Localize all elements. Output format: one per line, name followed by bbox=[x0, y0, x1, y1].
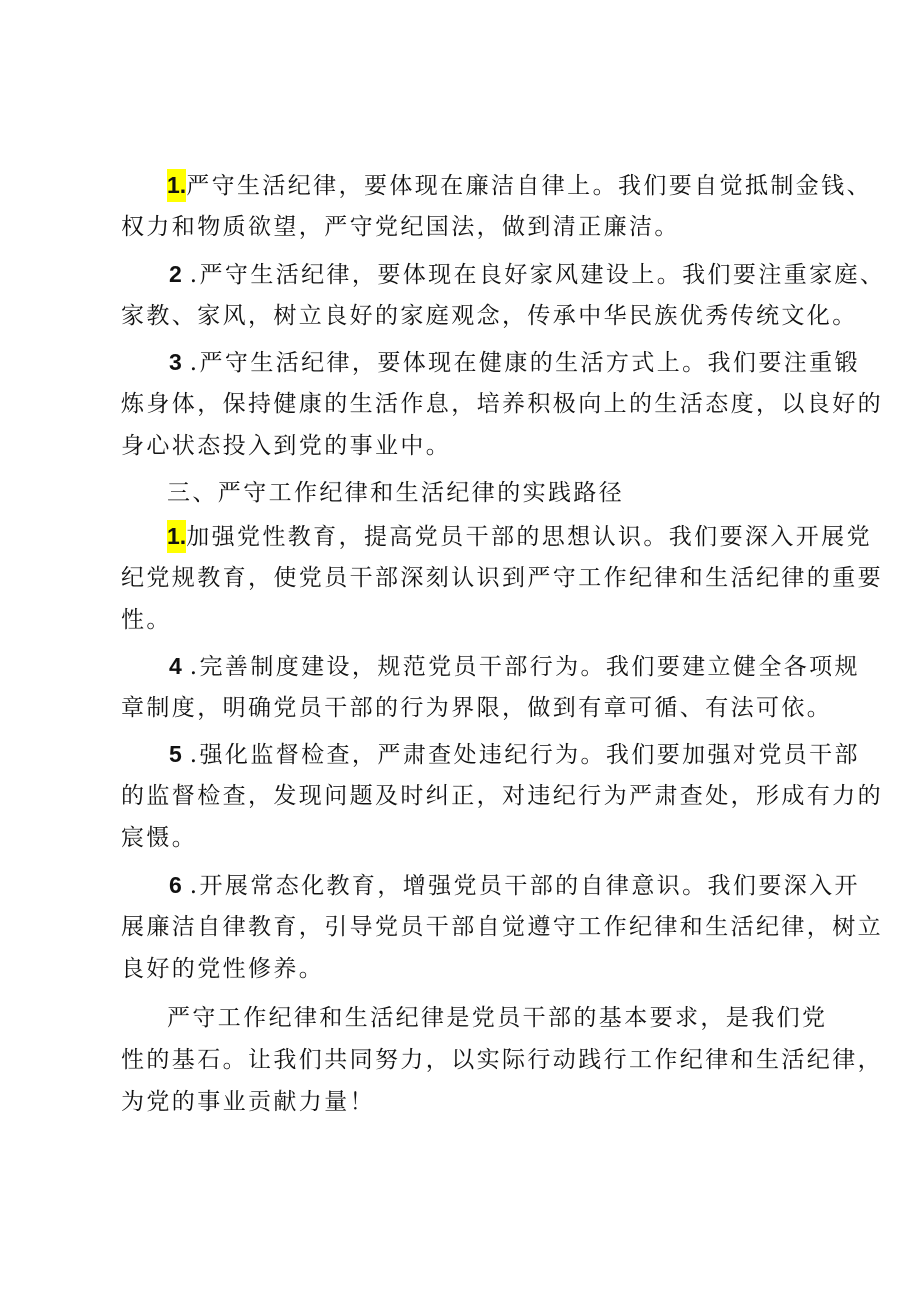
item-number: 5 bbox=[169, 741, 182, 767]
line-text: 严守生活纪律，要体现在健康的生活方式上。我们要注重锻 bbox=[199, 350, 860, 376]
line-text: 良好的党性修养。 bbox=[121, 956, 325, 982]
line-text: 强化监督检查，严肃查处违纪行为。我们要加强对党员干部 bbox=[199, 742, 860, 768]
paragraph-2 bbox=[121, 253, 886, 337]
item-number: 4 bbox=[169, 653, 182, 679]
paragraph-line bbox=[121, 253, 886, 295]
paragraph-1 bbox=[121, 164, 872, 248]
line-text: 为党的事业贡献力量！ bbox=[121, 1089, 375, 1115]
paragraph-7 bbox=[121, 864, 883, 990]
line-text: 严守工作纪律和生活纪律是党员干部的基本要求，是我们党 bbox=[167, 1005, 828, 1031]
paragraph-4 bbox=[121, 515, 883, 641]
line-text: 的监督检查，发现问题及时纠正，对违纪行为严肃查处，形成有力的 bbox=[121, 783, 883, 809]
line-text: 性。 bbox=[121, 607, 172, 633]
item-separator: . bbox=[189, 654, 200, 680]
paragraph-line bbox=[121, 864, 860, 906]
line-text: 开展常态化教育，增强党员干部的自律意识。我们要深入开 bbox=[199, 873, 860, 899]
paragraph-line bbox=[121, 733, 860, 775]
paragraph-5 bbox=[121, 645, 860, 729]
paragraph-3 bbox=[121, 341, 883, 467]
paragraph-line bbox=[121, 645, 860, 687]
item-separator: . bbox=[189, 350, 200, 376]
item-number: 1 bbox=[167, 523, 180, 549]
closing-paragraph bbox=[121, 997, 883, 1123]
line-text: 加强党性教育，提高党员干部的思想认识。我们要深入开展党 bbox=[186, 524, 872, 550]
line-text: 严守生活纪律，要体现在廉洁自律上。我们要自觉抵制金钱、 bbox=[186, 173, 872, 199]
line-text: 严守生活纪律，要体现在良好家风建设上。我们要注重家庭、 bbox=[199, 262, 886, 288]
line-text: 身心状态投入到党的事业中。 bbox=[121, 433, 452, 459]
line-text: 炼身体，保持健康的生活作息，培养积极向上的生活态度，以良好的 bbox=[121, 391, 883, 417]
item-separator: . bbox=[189, 262, 200, 288]
item-separator: . bbox=[189, 742, 200, 768]
item-number-highlighted bbox=[167, 520, 186, 553]
item-number: 6 bbox=[169, 872, 182, 898]
line-text: 章制度，明确党员干部的行为界限，做到有章可循、有法可依。 bbox=[121, 695, 833, 721]
line-text: 完善制度建设，规范党员干部行为。我们要建立健全各项规 bbox=[199, 654, 860, 680]
item-number: 2 bbox=[169, 261, 182, 287]
paragraph-6 bbox=[121, 733, 883, 859]
line-text: 纪党规教育，使党员干部深刻认识到严守工作纪律和生活纪律的重要 bbox=[121, 565, 883, 591]
line-text: 宸慑。 bbox=[121, 825, 198, 851]
section-heading bbox=[121, 472, 815, 514]
line-text: 性的基石。让我们共同努力，以实际行动践行工作纪律和生活纪律， bbox=[121, 1047, 883, 1073]
line-text: 展廉洁自律教育，引导党员干部自觉遵守工作纪律和生活纪律，树立 bbox=[121, 914, 883, 940]
heading-text: 三、严守工作纪律和生活纪律的实践路径 bbox=[167, 480, 625, 506]
line-text: 权力和物质欲望，严守党纪国法，做到清正廉洁。 bbox=[121, 214, 680, 240]
item-number: 3 bbox=[169, 349, 182, 375]
paragraph-line bbox=[121, 515, 872, 557]
paragraph-line bbox=[121, 164, 872, 206]
item-number-highlighted bbox=[167, 169, 186, 202]
item-number: 1 bbox=[167, 172, 180, 198]
item-separator: . bbox=[189, 873, 200, 899]
item-separator: . bbox=[179, 523, 187, 549]
paragraph-line bbox=[121, 341, 860, 383]
item-separator: . bbox=[179, 172, 187, 198]
line-text: 家教、家风，树立良好的家庭观念，传承中华民族优秀传统文化。 bbox=[121, 303, 858, 329]
